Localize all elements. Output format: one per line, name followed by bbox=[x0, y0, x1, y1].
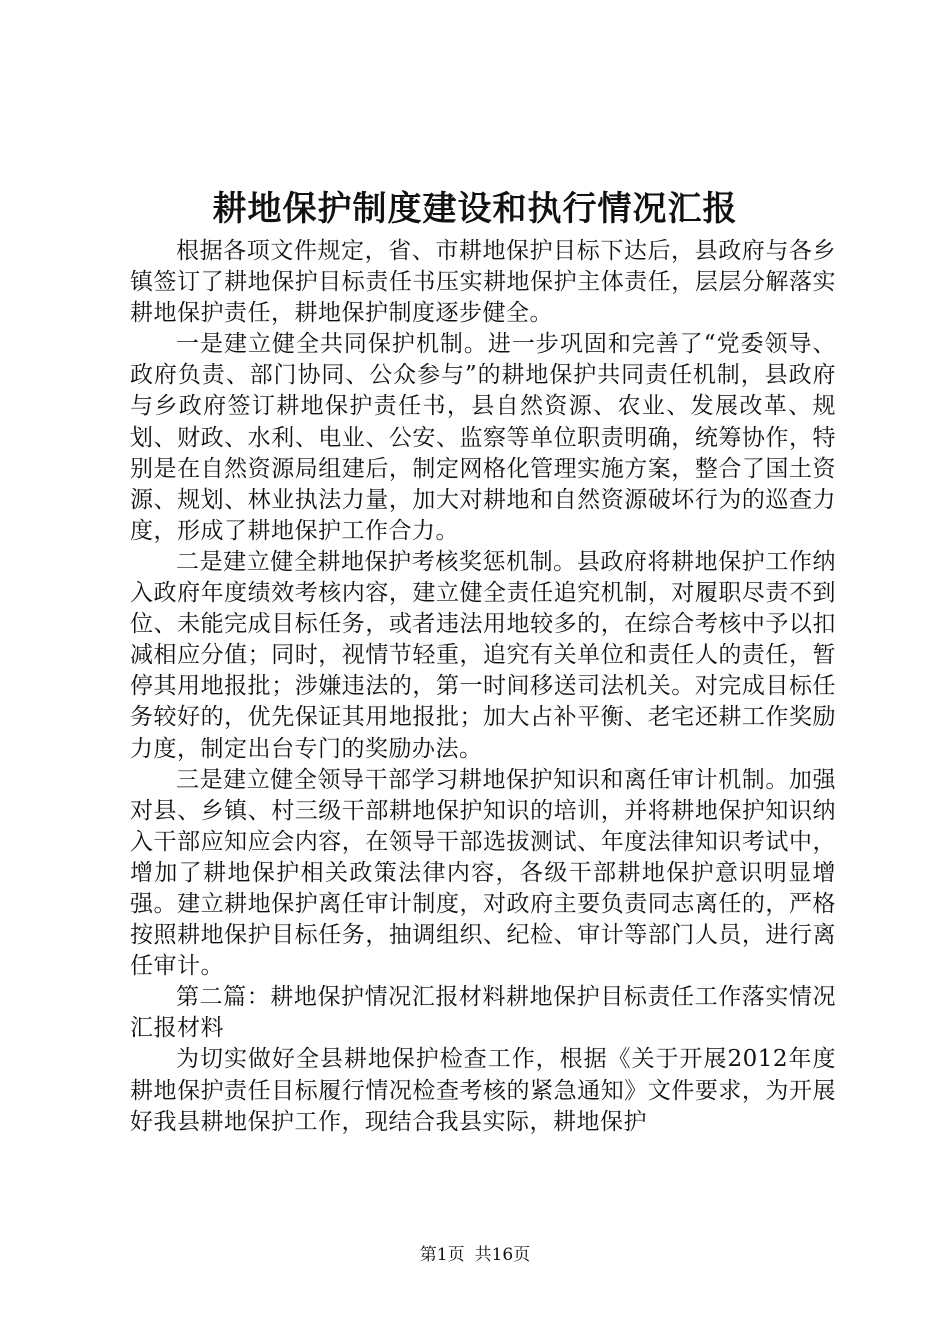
paragraph-section-heading: 第二篇：耕地保护情况汇报材料耕地保护目标责任工作落实情况汇报材料 bbox=[130, 984, 836, 1042]
paragraph-intro: 根据各项文件规定，省、市耕地保护目标下达后，县政府与各乡镇签订了耕地保护目标责任书压实耕地保护主体责任，层层分解落实耕地保护责任，耕地保护制度逐步健全。 bbox=[130, 238, 836, 327]
page-footer bbox=[0, 1244, 950, 1266]
paragraph-point-three: 三是建立健全领导干部学习耕地保护知识和离任审计机制。加强对县、乡镇、村三级干部耕地保护知识的培训，并将耕地保护知识纳入干部应知应会内容，在领导干部选拔测试、年度法律知识考试中，增加了耕地保护相关政策法律内容，各级干部耕地保护意识明显增强。建立耕地保护离任审计制度，对政府主要负责同志离任的，严格按照耕地保护目标任务，抽调组织、纪检、审计等部门人员，进行离任审计。 bbox=[130, 766, 836, 980]
document-body bbox=[130, 236, 836, 1138]
page-total: 共16页 bbox=[474, 1245, 531, 1265]
paragraph-section-body: 为切实做好全县耕地保护检查工作，根据《关于开展2012年度耕地保护责任目标履行情况检查考核的紧急通知》文件要求，为开展好我县耕地保护工作，现结合我县实际，耕地保护 bbox=[130, 1046, 836, 1135]
page-number: 第1页 bbox=[419, 1245, 465, 1265]
paragraph-point-two: 二是建立健全耕地保护考核奖惩机制。县政府将耕地保护工作纳入政府年度绩效考核内容，建立健全责任追究机制，对履职尽责不到位、未能完成目标任务，或者违法用地较多的，在综合考核中予以扣减相应分值；同时，视情节轻重，追究有关单位和责任人的责任，暂停其用地报批；涉嫌违法的，第一时间移送司法机关。对完成目标任务较好的，优先保证其用地报批；加大占补平衡、老宅还耕工作奖励力度，制定出台专门的奖励办法。 bbox=[130, 548, 836, 762]
paragraph-point-one: 一是建立健全共同保护机制。进一步巩固和完善了“党委领导、政府负责、部门协同、公众参与”的耕地保护共同责任机制，县政府与乡政府签订耕地保护责任书，县自然资源、农业、发展改革、规划、财政、水利、电业、公安、监察等单位职责明确，统筹协作，特别是在自然资源局组建后，制定网格化管理实施方案，整合了国土资源、规划、林业执法力量，加大对耕地和自然资源破坏行为的巡查力度，形成了耕地保护工作合力。 bbox=[130, 331, 836, 544]
document-title: 耕地保护制度建设和执行情况汇报 bbox=[212, 189, 738, 229]
